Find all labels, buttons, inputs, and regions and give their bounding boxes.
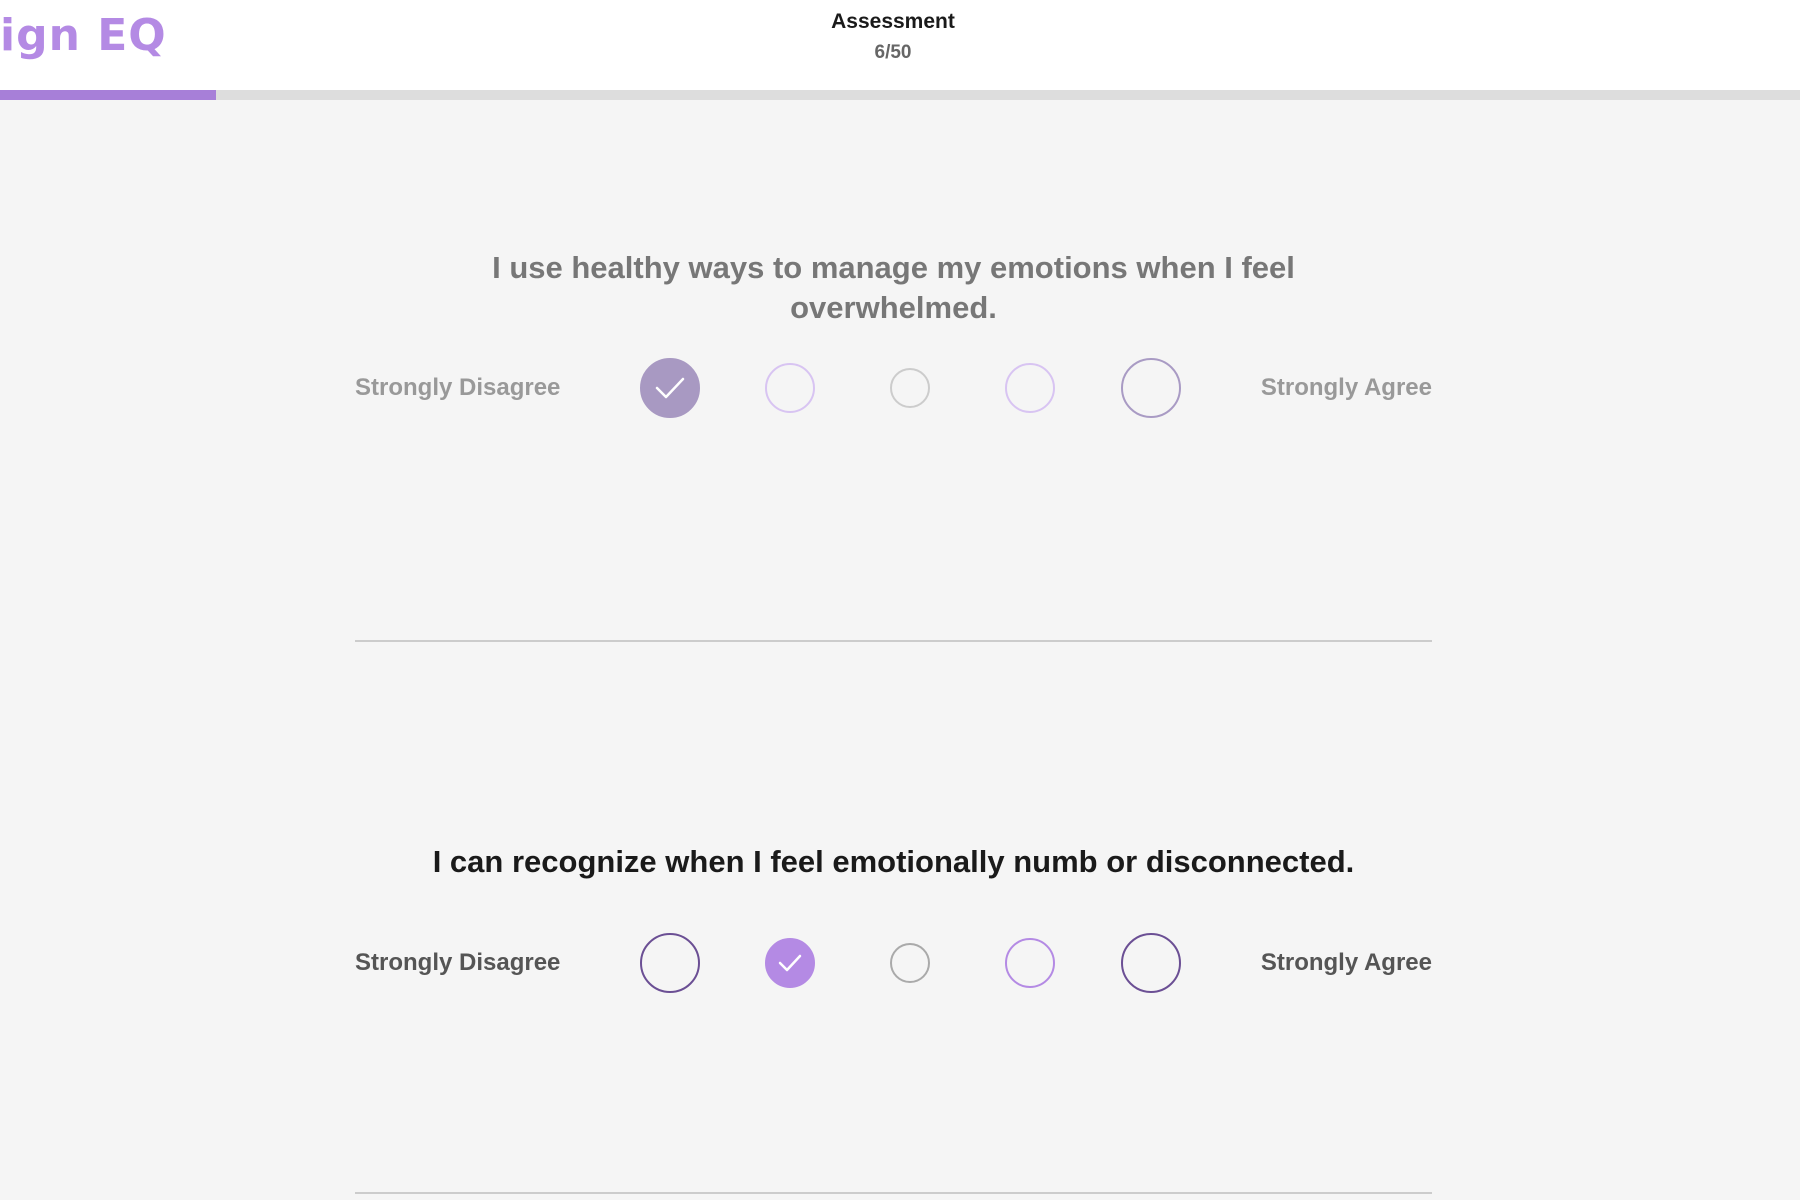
progress-bar	[0, 90, 1800, 100]
brand-logo[interactable]: ign EQ	[0, 10, 167, 61]
question-divider	[355, 640, 1432, 642]
answer-option-5[interactable]	[1121, 933, 1181, 993]
question-text: I use healthy ways to manage my emotions when I feel overwhelmed.	[492, 250, 1295, 325]
scale-label-disagree: Strongly Disagree	[355, 374, 561, 401]
answer-option-4[interactable]	[1005, 938, 1055, 988]
answer-option-4[interactable]	[1005, 363, 1055, 413]
answer-option-1[interactable]	[640, 358, 700, 418]
page-title: Assessment	[831, 10, 955, 33]
scale-label-agree: Strongly Agree	[1260, 374, 1432, 401]
answer-option-1[interactable]	[640, 933, 700, 993]
answer-option-2[interactable]	[765, 363, 815, 413]
likert-scale	[355, 933, 1432, 993]
top-bar	[0, 0, 1800, 90]
answer-option-2[interactable]	[765, 938, 815, 988]
likert-scale	[355, 358, 1432, 418]
scale-label-disagree: Strongly Disagree	[355, 949, 561, 976]
answer-option-3[interactable]	[890, 368, 930, 408]
question-divider	[355, 1192, 1432, 1194]
progress-bar-fill	[0, 90, 216, 100]
question-text: I can recognize when I feel emotionally numb or disconnected.	[432, 844, 1355, 879]
check-icon	[654, 376, 686, 400]
answer-option-3[interactable]	[890, 943, 930, 983]
question-counter: 6/50	[874, 42, 912, 63]
scale-label-agree: Strongly Agree	[1260, 949, 1432, 976]
question-block	[355, 248, 1432, 418]
answer-option-5[interactable]	[1121, 358, 1181, 418]
check-icon	[777, 953, 803, 973]
question-block	[355, 842, 1432, 993]
